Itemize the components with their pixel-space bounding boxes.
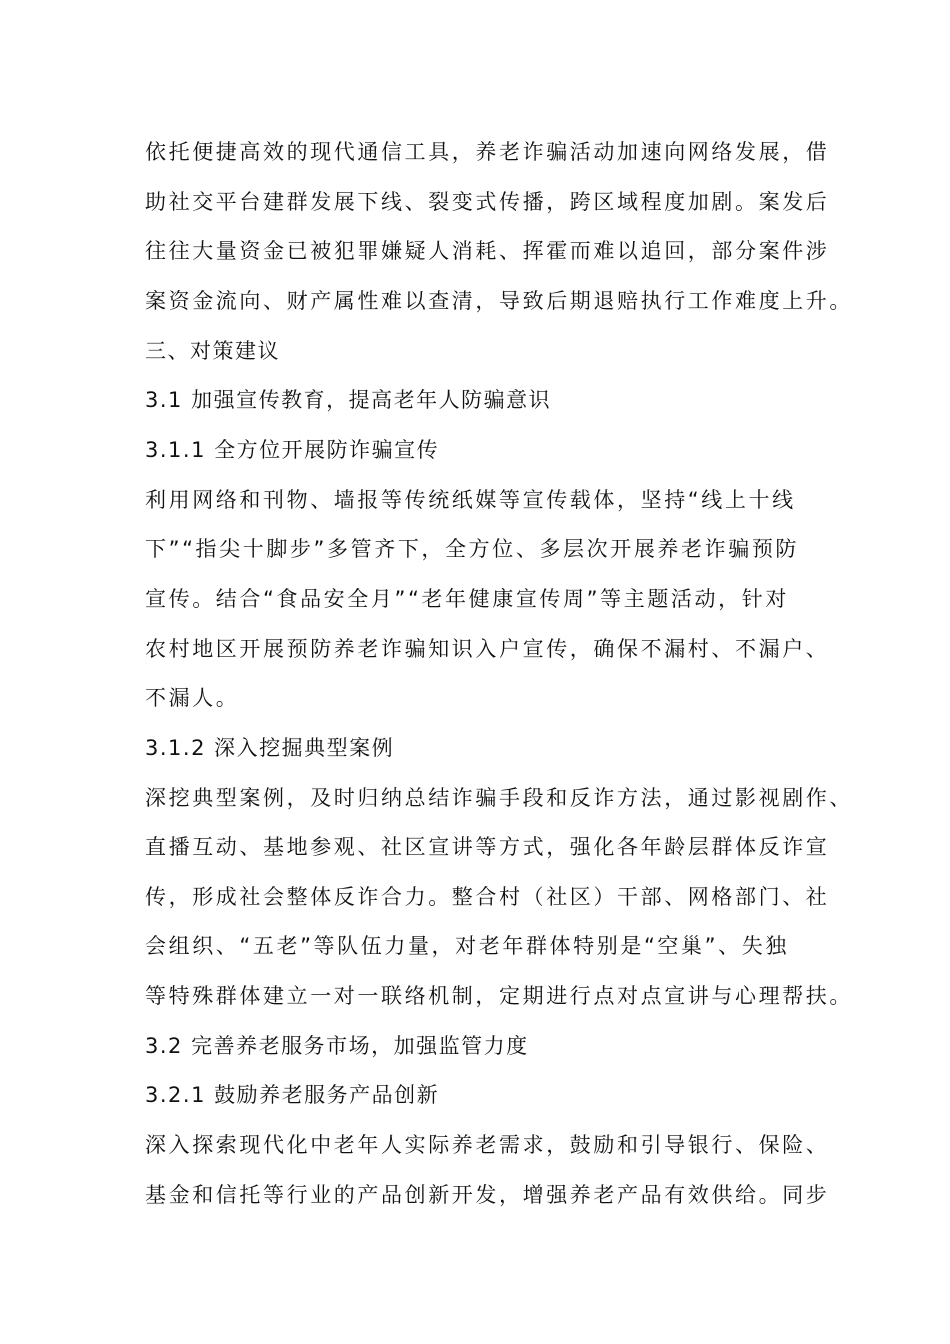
body-text-line: 农村地区开展预防养老诈骗知识入户宣传，确保不漏村、不漏户、 (145, 637, 830, 661)
body-text-line: 利用网络和刊物、墙报等传统纸媒等宣传载体，坚持“线上十线 (145, 488, 796, 512)
subsubsection-heading: 3.1.2 深入挖掘典型案例 (145, 736, 395, 760)
subsection-heading: 3.2 完善养老服务市场，加强监管力度 (145, 1034, 529, 1058)
body-text-line: 传，形成社会整体反诈合力。整合村（社区）干部、网格部门、社 (145, 885, 830, 909)
subsubsection-heading: 3.1.1 全方位开展防诈骗宣传 (145, 438, 440, 462)
subsubsection-heading: 3.2.1 鼓励养老服务产品创新 (145, 1083, 440, 1107)
body-text-line: 依托便捷高效的现代通信工具，养老诈骗活动加速向网络发展，借 (145, 140, 830, 164)
body-text-line: 会组织、“五老”等队伍力量，对老年群体特别是“空巢”、失独 (145, 934, 789, 958)
body-text-line: 等特殊群体建立一对一联络机制，定期进行点对点宣讲与心理帮扶。 (145, 984, 853, 1008)
body-text-line: 直播互动、基地参观、社区宣讲等方式，强化各年龄层群体反诈宣 (145, 835, 830, 859)
body-text-line: 基金和信托等行业的产品创新开发，增强养老产品有效供给。同步 (145, 1183, 830, 1207)
body-text-line: 案资金流向、财产属性难以查清，导致后期退赔执行工作难度上升。 (145, 289, 853, 313)
body-text-line: 不漏人。 (145, 686, 240, 710)
body-text-line: 宣传。结合“食品安全月”“老年健康宣传周”等主题活动，针对 (145, 587, 789, 611)
body-text-line: 往往大量资金已被犯罪嫌疑人消耗、挥霍而难以追回，部分案件涉 (145, 239, 830, 263)
body-text-line: 深入探索现代化中老年人实际养老需求，鼓励和引导银行、保险、 (145, 1133, 830, 1157)
body-text-line: 下”“指尖十脚步”多管齐下，全方位、多层次开展养老诈骗预防 (145, 537, 800, 561)
subsection-heading: 3.1 加强宣传教育，提高老年人防骗意识 (145, 388, 552, 412)
body-text-line: 深挖典型案例，及时归纳总结诈骗手段和反诈方法，通过影视剧作、 (145, 786, 853, 810)
body-text-line: 助社交平台建群发展下线、裂变式传播，跨区域程度加剧。案发后 (145, 190, 830, 214)
section-heading: 三、对策建议 (145, 339, 280, 363)
